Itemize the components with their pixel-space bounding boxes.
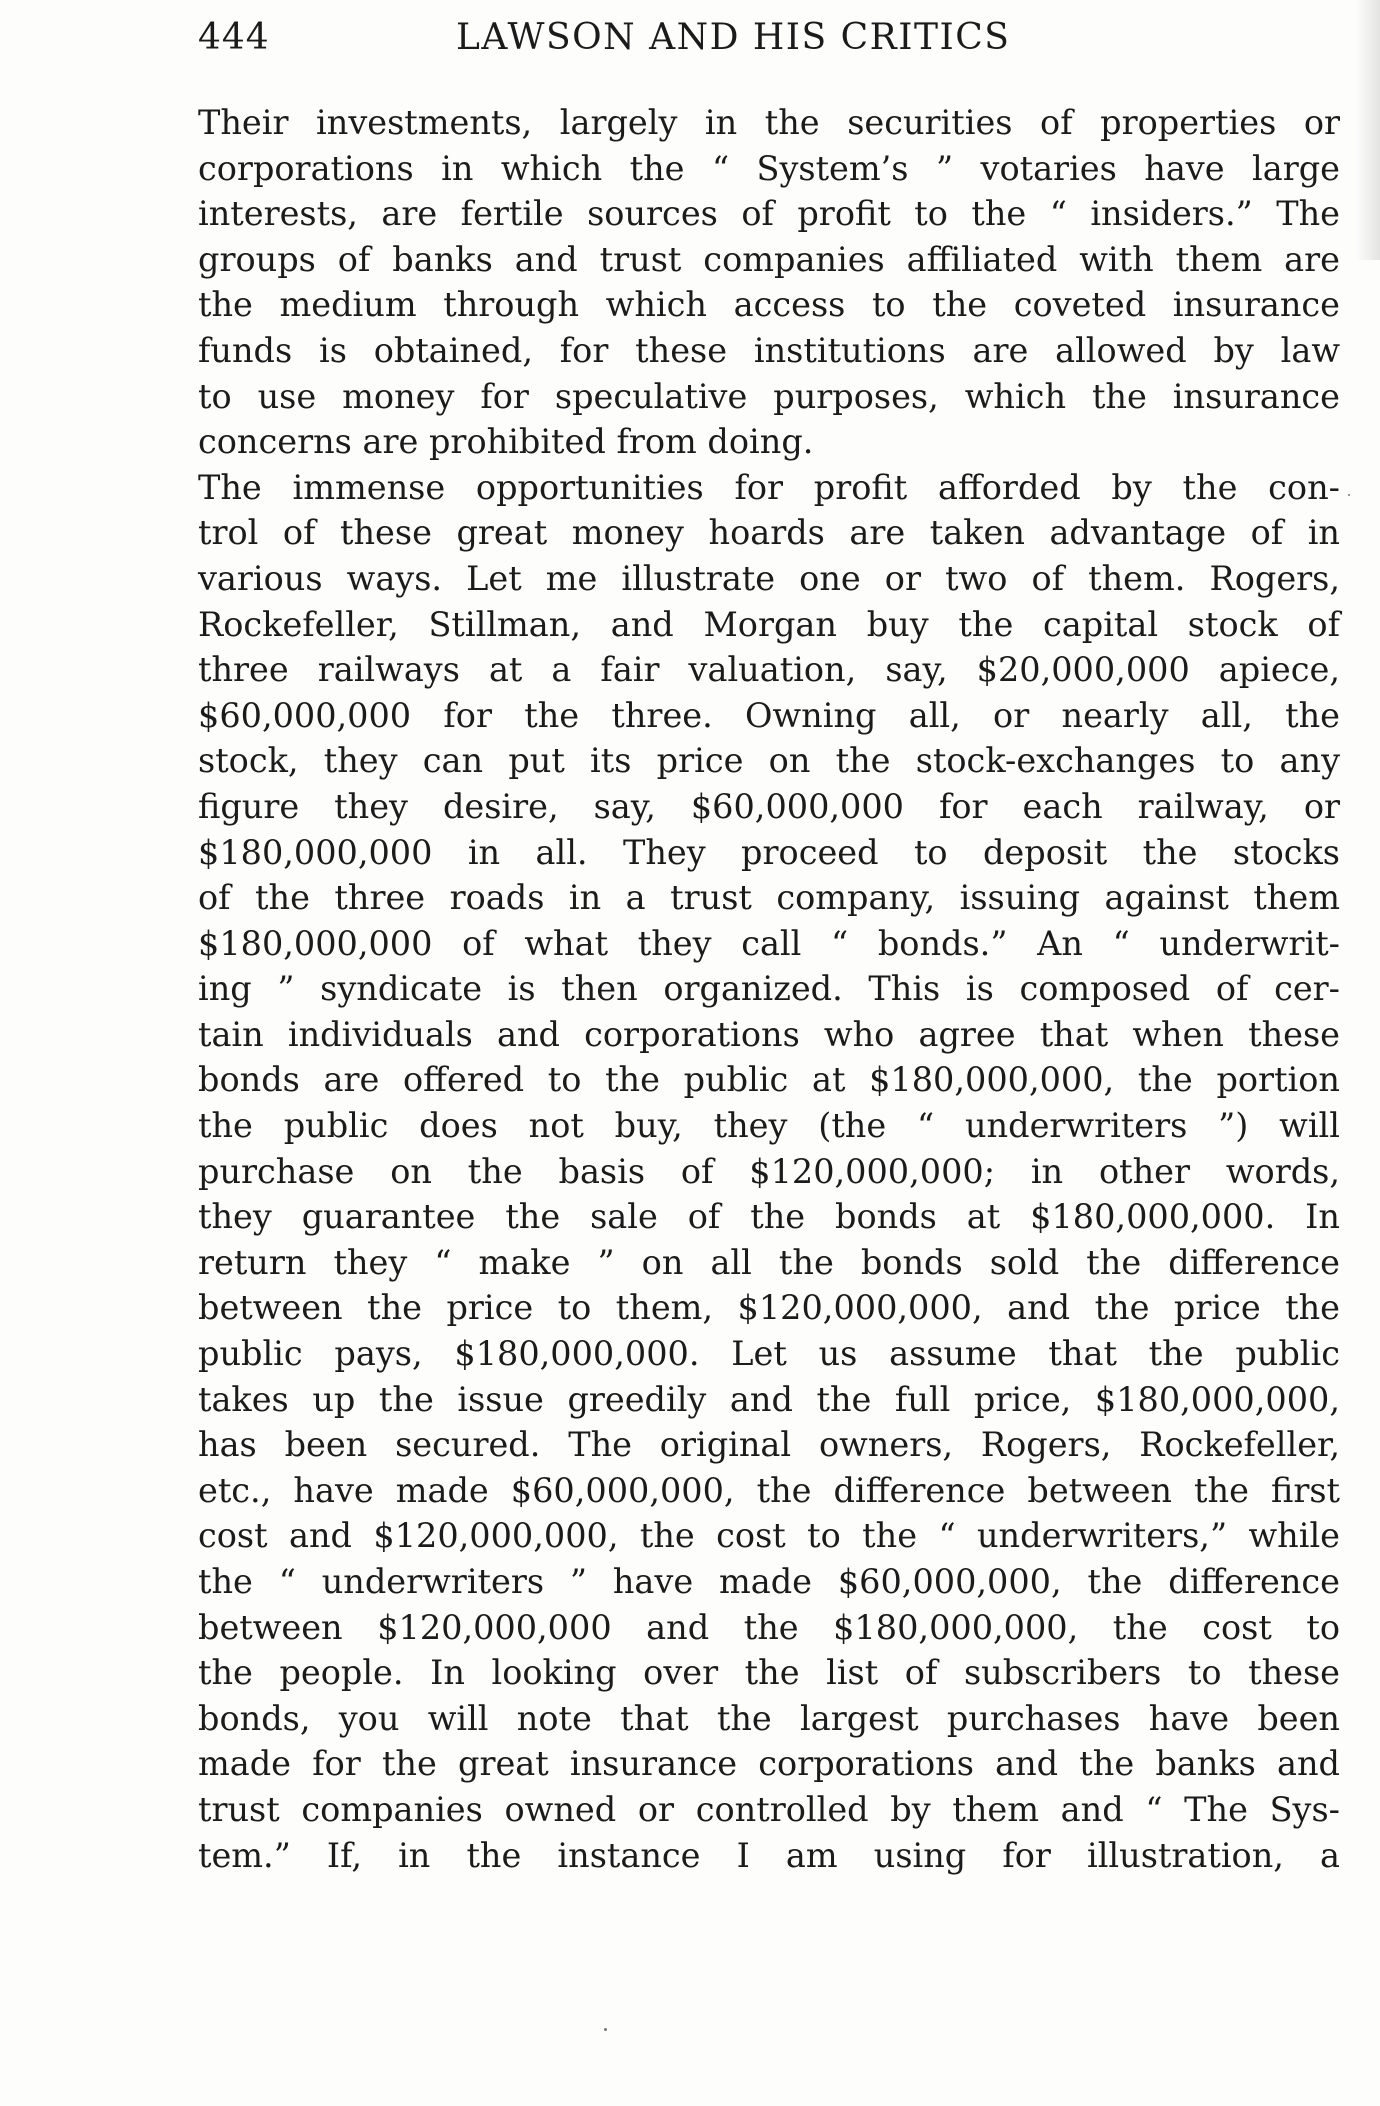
text-line: funds is obtained, for these institutions are allowed by law — [198, 330, 1340, 370]
text-line: tain individuals and corporations who agree that when these — [198, 1014, 1340, 1054]
text-line: made for the great insurance corporations and the banks and — [198, 1744, 1340, 1784]
text-line: $180,000,000 of what they call “ bonds.” An “ underwrit- — [198, 923, 1340, 963]
text-line: tem.” If, in the instance I am using for illustration, a — [198, 1835, 1340, 1875]
text-line: the medium through which access to the coveted insurance — [198, 285, 1340, 325]
running-head — [198, 8, 1340, 68]
text-line: has been secured. The original owners, Rogers, Rockefeller, — [198, 1425, 1340, 1465]
text-line: interests, are fertile sources of profit to the “ insiders.” The — [198, 194, 1340, 234]
text-line: cost and $120,000,000, the cost to the “ underwriters,” while — [198, 1516, 1340, 1556]
text-line: the “ underwriters ” have made $60,000,000, the difference — [198, 1562, 1340, 1601]
text-line: $180,000,000 in all. They proceed to deposit the stocks — [198, 832, 1340, 872]
text-line: public pays, $180,000,000. Let us assume that the public — [198, 1334, 1340, 1374]
text-line: figure they desire, say, $60,000,000 for each railway, or — [198, 786, 1340, 826]
text-line: to use money for speculative purposes, which the insurance — [198, 376, 1340, 416]
text-line: etc., have made $60,000,000, the difference between the first — [198, 1470, 1340, 1510]
text-line: bonds, you will note that the largest purchases have been — [198, 1698, 1340, 1738]
text-line: they guarantee the sale of the bonds at $180,000,000. In — [198, 1197, 1340, 1237]
text-line: the public does not buy, they (the “ underwriters ”) will — [198, 1106, 1340, 1146]
text-line: between $120,000,000 and the $180,000,000, the cost to — [198, 1607, 1340, 1647]
text-line: corporations in which the “ System’s ” votaries have large — [198, 148, 1340, 188]
text-line: stock, they can put its price on the stock-exchanges to any — [198, 741, 1340, 781]
body-text — [198, 100, 1340, 1878]
text-line: concerns are prohibited from doing. — [198, 422, 814, 462]
page-number: 444 — [198, 17, 270, 58]
text-line: groups of banks and trust companies affiliated with them are — [198, 239, 1340, 279]
running-title: LAWSON AND HIS CRITICS — [456, 17, 1011, 58]
text-line: bonds are offered to the public at $180,000,000, the portion — [198, 1060, 1340, 1100]
text-line: purchase on the basis of $120,000,000; in other words, — [198, 1151, 1340, 1191]
text-line: ing ” syndicate is then organized. This is composed of cer- — [198, 969, 1340, 1009]
text-line: The immense opportunities for profit afforded by the con- — [198, 467, 1340, 507]
text-line: three railways at a fair valuation, say, $20,000,000 apiece, — [198, 650, 1340, 690]
ink-speck — [1348, 494, 1350, 496]
text-line: $60,000,000 for the three. Owning all, or nearly all, the — [198, 695, 1340, 735]
text-line: of the three roads in a trust company, issuing against them — [198, 878, 1340, 918]
text-line: the people. In looking over the list of subscribers to these — [198, 1653, 1340, 1693]
text-line: trol of these great money hoards are taken advantage of in — [198, 513, 1340, 553]
text-line: various ways. Let me illustrate one or two of them. Rogers, — [198, 558, 1340, 598]
text-line: trust companies owned or controlled by them and “ The Sys- — [198, 1789, 1340, 1829]
text-line: return they “ make ” on all the bonds sold the difference — [198, 1242, 1340, 1282]
text-line: takes up the issue greedily and the full price, $180,000,000, — [198, 1379, 1340, 1419]
text-line: Rockefeller, Stillman, and Morgan buy the capital stock of — [198, 604, 1340, 644]
page-edge-shadow — [1356, 0, 1380, 260]
text-line: Their investments, largely in the securities of properties or — [198, 103, 1340, 142]
text-line: between the price to them, $120,000,000, and the price the — [198, 1288, 1340, 1328]
ink-speck — [604, 2028, 607, 2031]
